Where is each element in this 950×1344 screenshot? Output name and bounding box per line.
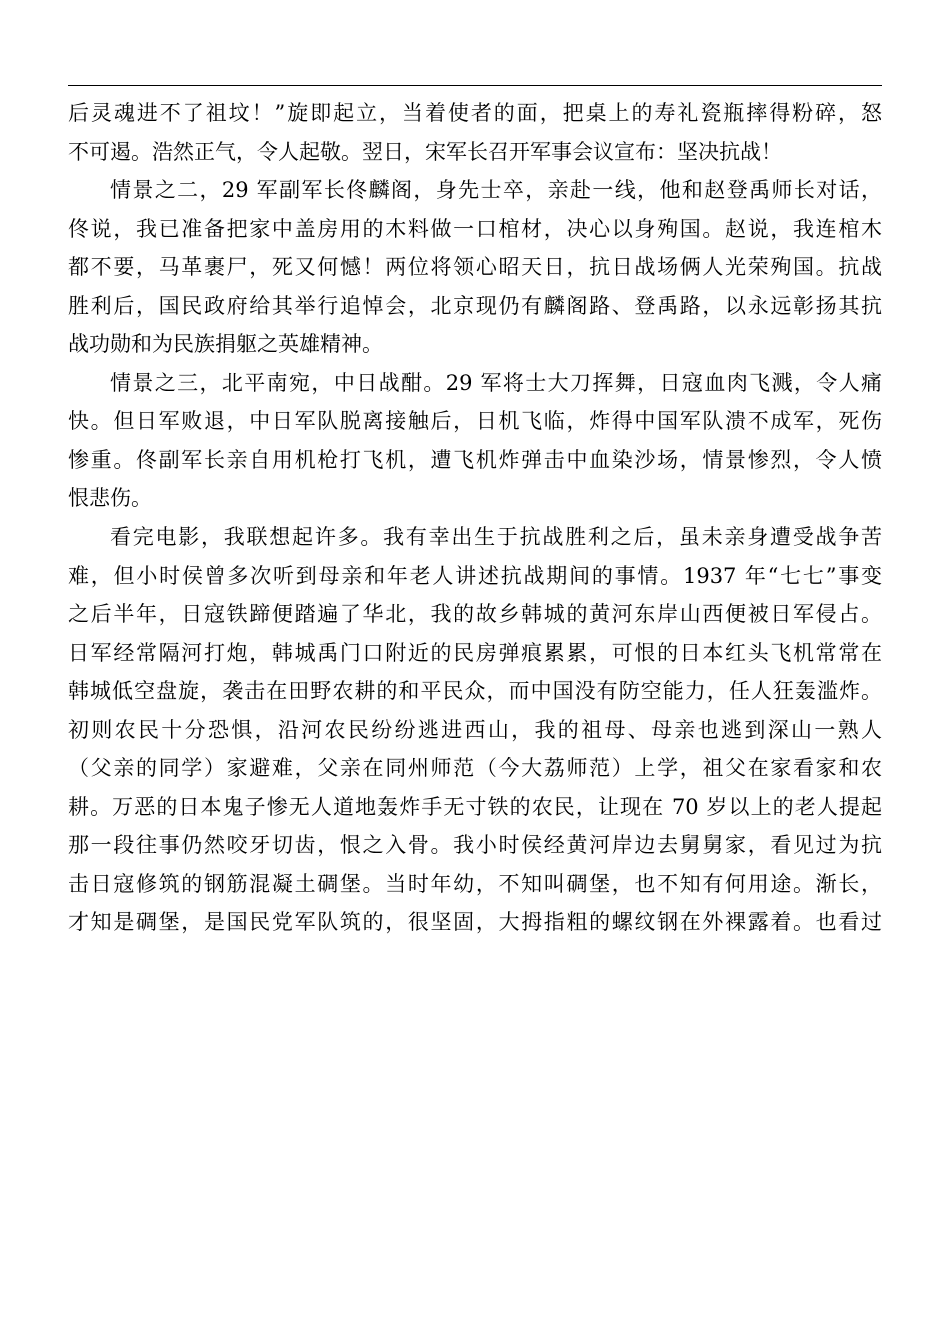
text-line: 日军经常隔河打炮，韩城禹门口附近的民房弹痕累累，可恨的日本红头飞机常常在 xyxy=(68,640,882,665)
text-line: 初则农民十分恐惧，沿河农民纷纷逃进西山，我的祖母、母亲也逃到深山一熟人 xyxy=(68,717,882,742)
text-line: 那一段往事仍然咬牙切齿，恨之入骨。我小时侯经黄河岸边去舅舅家，看见过为抗 xyxy=(68,833,882,858)
text-line: 才知是碉堡，是国民党军队筑的，很坚固，大拇指粗的螺纹钢在外裸露着。也看过 xyxy=(68,910,882,935)
text-line: 都不要，马革裹尸，死又何憾！两位将领心昭天日，抗日战场俩人光荣殉国。抗战 xyxy=(68,255,882,280)
text-line: 情景之二，29 军副军长佟麟阁，身先士卒，亲赴一线，他和赵登禹师长对话， xyxy=(110,178,882,203)
text-line: 韩城低空盘旋，袭击在田野农耕的和平民众，而中国没有防空能力，任人狂轰滥炸。 xyxy=(68,679,882,704)
text-line: 佟说，我已准备把家中盖房用的木料做一口棺材，决心以身殉国。赵说，我连棺木 xyxy=(68,216,882,241)
text-line: 看完电影，我联想起许多。我有幸出生于抗战胜利之后，虽未亲身遭受战争苦 xyxy=(110,525,882,550)
text-line: 击日寇修筑的钢筋混凝土碉堡。当时年幼，不知叫碉堡，也不知有何用途。渐长， xyxy=(68,871,882,896)
text-line: 情景之三，北平南宛，中日战酣。29 军将士大刀挥舞，日寇血肉飞溅，令人痛 xyxy=(110,370,882,395)
text-line: 恨悲伤。 xyxy=(68,486,152,511)
text-line: 后灵魂进不了祖坟！”旋即起立，当着使者的面，把桌上的寿礼瓷瓶摔得粉碎，怒 xyxy=(68,101,882,125)
text-line: 难，但小时侯曾多次听到母亲和年老人讲述抗战期间的事情。1937 年“七七”事变 xyxy=(68,563,882,588)
text-line: 耕。万恶的日本鬼子惨无人道地轰炸手无寸铁的农民，让现在 70 岁以上的老人提起 xyxy=(68,794,882,819)
header-rule xyxy=(68,85,882,86)
text-line: 战功勋和为民族捐躯之英雄精神。 xyxy=(68,332,383,357)
text-line: （父亲的同学）家避难，父亲在同州师范（今大荔师范）上学，祖父在家看家和农 xyxy=(68,756,882,781)
text-line: 不可遏。浩然正气，令人起敬。翌日，宋军长召开军事会议宣布：坚决抗战！ xyxy=(68,139,782,164)
text-line: 之后半年，日寇铁蹄便踏遍了华北，我的故乡韩城的黄河东岸山西便被日军侵占。 xyxy=(68,602,882,627)
body-text xyxy=(68,94,882,942)
text-line: 快。但日军败退，中日军队脱离接触后，日机飞临，炸得中国军队溃不成军，死伤 xyxy=(68,409,882,434)
text-line: 胜利后，国民政府给其举行追悼会，北京现仍有麟阁路、登禹路，以永远彰扬其抗 xyxy=(68,293,882,318)
text-line: 惨重。佟副军长亲自用机枪打飞机，遭飞机炸弹击中血染沙场，情景惨烈，令人愤 xyxy=(68,447,882,472)
